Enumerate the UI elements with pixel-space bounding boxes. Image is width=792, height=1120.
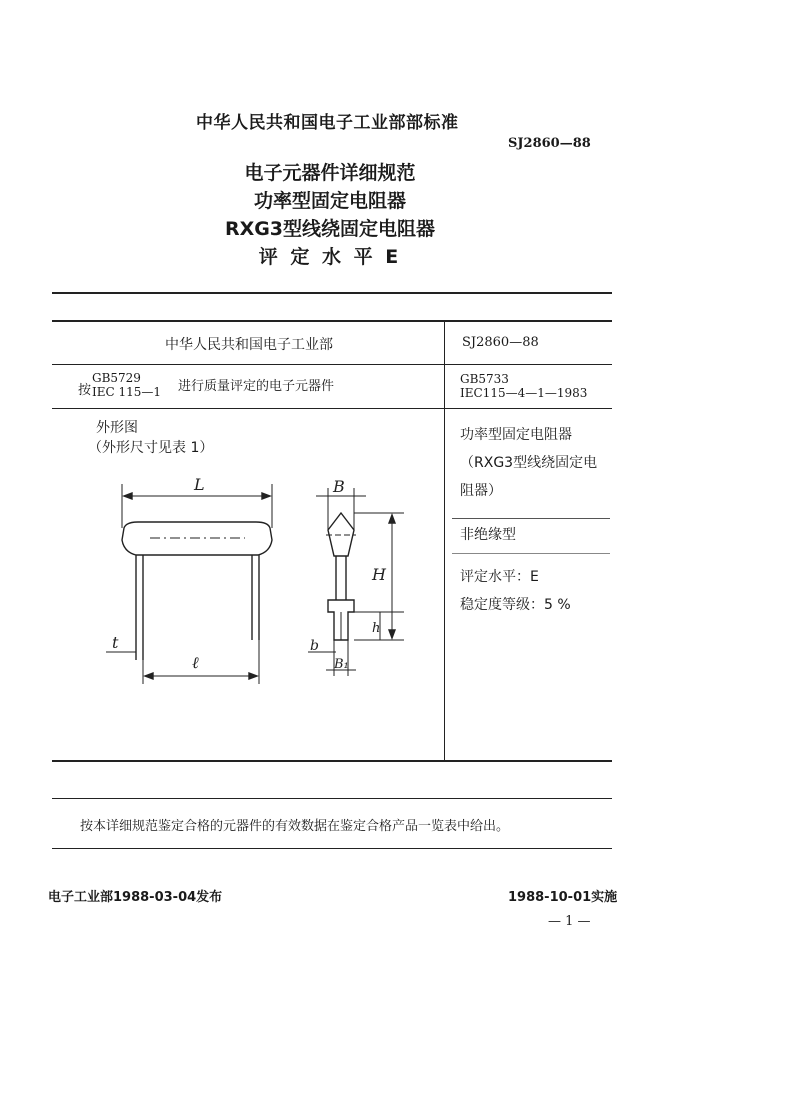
- dim-t-label: t: [112, 633, 119, 652]
- assessment-level: 评定水平：E: [460, 569, 539, 585]
- issuer-cell: 中华人民共和国电子工业部: [165, 337, 333, 353]
- dim-h-label: h: [372, 621, 381, 636]
- outline-note: （外形尺寸见表 1）: [88, 440, 214, 456]
- basis-iec: IEC 115—1: [92, 385, 162, 399]
- title-line-1: 电子元器件详细规范: [244, 162, 416, 184]
- ref-gb: GB5733: [460, 372, 509, 386]
- dim-B1-label: B₁: [334, 657, 349, 672]
- dim-l-label: ℓ: [192, 653, 199, 672]
- title-line-2: 功率型固定电阻器: [253, 190, 406, 212]
- product-name-line-1: 功率型固定电阻器: [460, 427, 572, 443]
- issued-date: 电子工业部1988-03-04发布: [48, 890, 223, 905]
- effective-date: 1988-10-01实施: [508, 890, 618, 905]
- stability-grade: 稳定度等级：5 %: [460, 597, 571, 613]
- basis-prefix: 按: [78, 383, 92, 398]
- left-leg: [136, 555, 143, 660]
- ref-iec: IEC115—4—1—1983: [460, 386, 588, 400]
- insulation-type: 非绝缘型: [460, 527, 516, 543]
- basis-gb: GB5729: [92, 371, 141, 385]
- title-line-3: RXG3型线绕固定电阻器: [224, 218, 436, 240]
- page-number: — 1 —: [548, 914, 591, 929]
- standard-code: SJ2860—88: [508, 136, 591, 151]
- dim-b-label: b: [310, 638, 319, 654]
- code-cell: SJ2860—88: [462, 335, 539, 350]
- outline-title: 外形图: [96, 420, 138, 436]
- right-leg: [252, 555, 259, 640]
- standard-org-heading: 中华人民共和国电子工业部部标准: [196, 113, 459, 133]
- product-name-line-3: 阻器）: [460, 483, 502, 499]
- basis-text: 进行质量评定的电子元器件: [178, 379, 335, 394]
- product-name-line-2: （RXG3型线绕固定电: [460, 455, 598, 471]
- title-line-4: 评 定 水 平 E: [258, 246, 402, 268]
- side-leg: [336, 556, 346, 600]
- dim-B-label: B: [333, 477, 345, 496]
- validity-note: 按本详细规范鉴定合格的元器件的有效数据在鉴定合格产品一览表中给出。: [80, 819, 510, 834]
- dim-L-label: L: [194, 475, 205, 494]
- dim-H-label: H: [372, 565, 386, 584]
